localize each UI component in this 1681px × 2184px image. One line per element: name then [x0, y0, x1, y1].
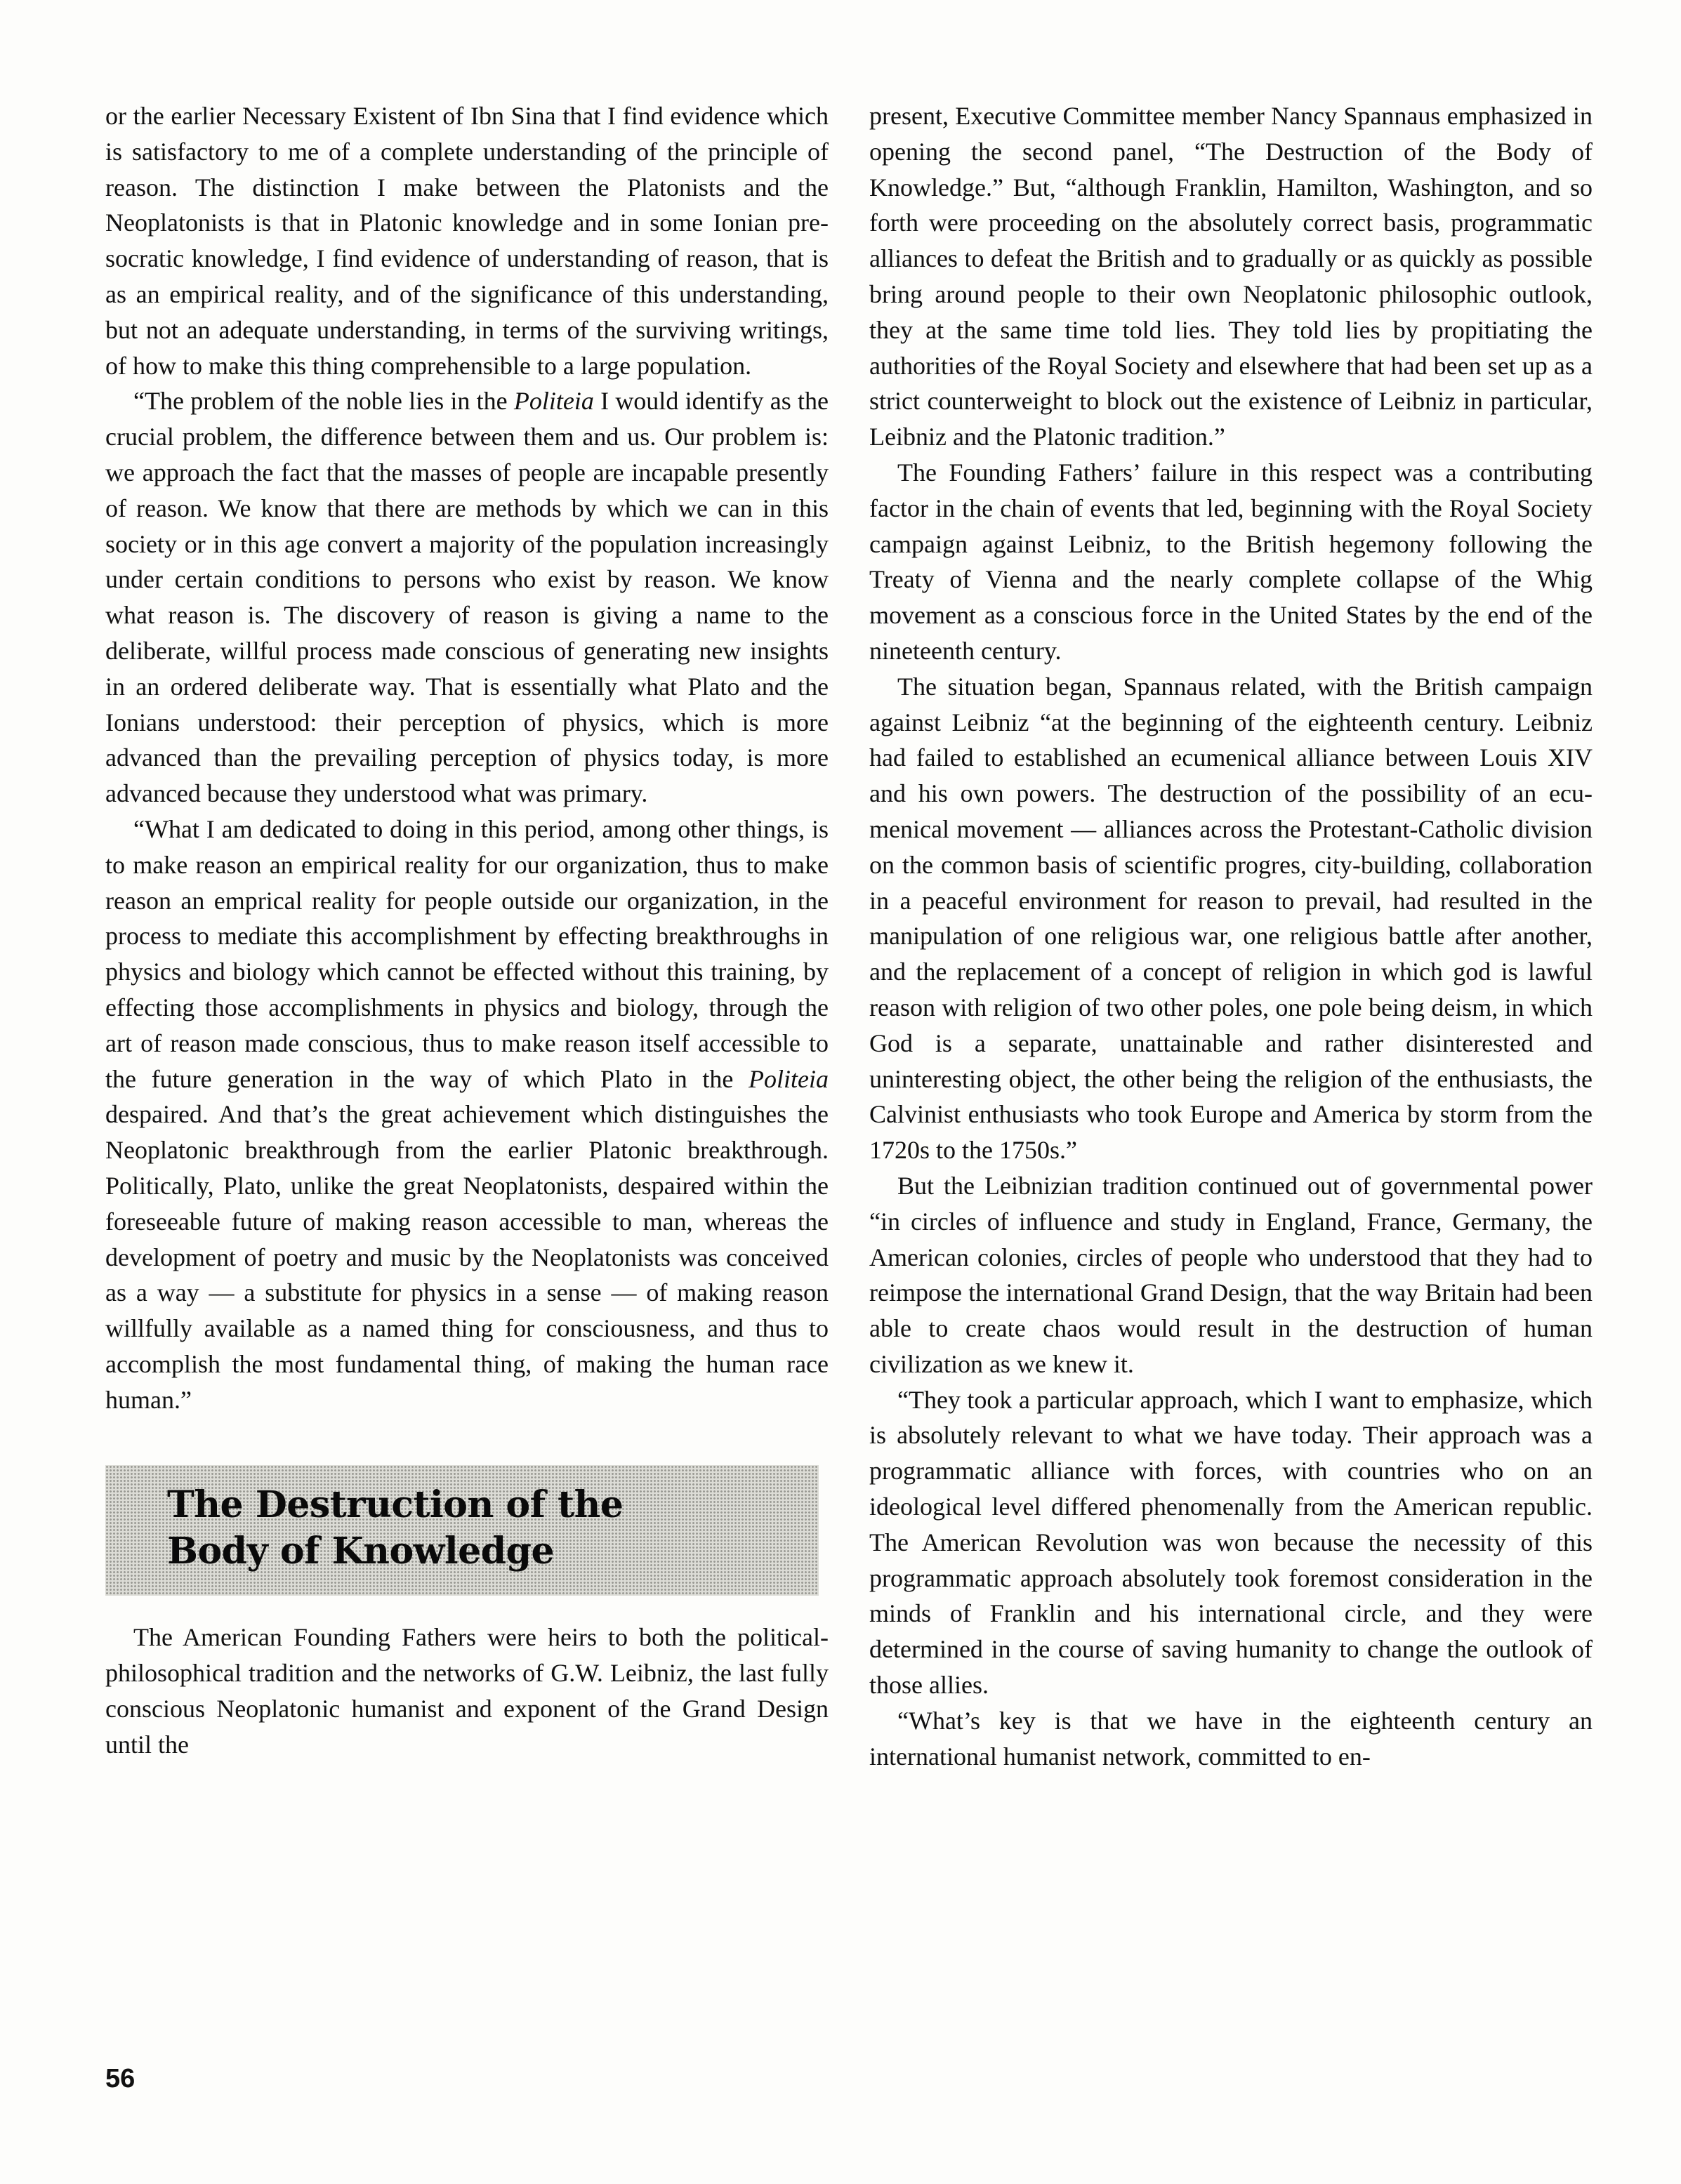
paragraph	[105, 812, 829, 1418]
left-column	[105, 98, 829, 1763]
paragraph: The American Founding Fathers were heirs to both the political-philosophical tradition and the networks of G.W. Leibniz, the last fully conscious Neoplatonic humanist and exponent of the Grand Design until the	[105, 1623, 829, 1759]
paragraph-text: “What I am dedicated to doing in this period, among other things, is to make reason an empirical reality for our organization, thus to make reason an emprical reality for people outside our organization, in the process to mediate this accomplishment by effecting breakthroughs in physics and biology which cannot be effected without this training, by effecting those accomplishments in physics and biology, through the art of reason made conscious, thus to make reason itself accessible to the future generation in the way of which Plato in the	[105, 814, 829, 1093]
paragraph: But the Leibnizian tradition continued out of governmental power “in circles of influence and study in England, France, Germany, the American colonies, circles of people who understood that they had to reimpose the international Grand Design, that the way Britain had been able to create chaos would result in the destruction of human civilization as we knew it.	[869, 1171, 1593, 1378]
paragraph: or the earlier Necessary Existent of Ibn Sina that I find evidence which is satisfactory to me of a complete understanding of the principle of reason. The distinction I make between the Platonists and the Neoplatonists is that in Platonic knowledge and in some Ionian presocratic knowledge, I find evidence of understanding of reason, that is as an empirical reality, and of the significance of this understanding, but not an adequate understanding, in terms of the surviving writings, of how to make this thing comprehensible to a large population.	[105, 102, 829, 380]
right-column	[869, 98, 1593, 1774]
paragraph: The Founding Fathers’ failure in this respect was a contributing factor in the chain of events that led, beginning with the Royal Society campaign against Leibniz, to the British hegemony following the Treaty of Vienna and the nearly complete collapse of the Whig movement as a conscious force in the United States by the end of the nineteenth century.	[869, 458, 1593, 665]
section-heading	[167, 1482, 623, 1575]
section-heading-line: The Destruction of the	[167, 1483, 624, 1527]
paragraph-text: I would identify as the crucial problem, the difference between them and us. Our problem is: we approach the fact that the masses of people are incapable presently of reason. We know that there are methods by which we can in this society or in this age convert a majority of the population increasingly under certain conditions to persons who exist by reason. We know what reason is. The discovery of reason is giving a name to the deliberate, willful process made conscious of generating new insights in an ordered deliberate way. That is essentially what Plato and the Ionians understood: their perception of physics, which is more advanced than the prevailing perception of physics today, is more advanced because they understood what was primary.	[105, 387, 829, 808]
italic-title: Politeia	[749, 1064, 829, 1093]
paragraph-text: despaired. And that’s the great achievement which distinguishes the Neoplatonic breakthrough from the earlier Platonic breakthrough. Politically, Plato, unlike the great Neoplatonists, despaired within the foreseeable future of making reason accessible to man, whereas the development of poetry and music by the Neoplatonists was conceived as a way — a substitute for physics in a sense — of making reason willfully available as a named thing for consciousness, and thus to accomplish the most fundamental thing, of making the human race human.”	[105, 1100, 829, 1414]
section-heading-box	[105, 1465, 819, 1596]
page-number: 56	[105, 2064, 136, 2093]
paragraph: “What’s key is that we have in the eighteenth century an international humanist network, committed to en-	[869, 1706, 1593, 1771]
paragraph-text: “The problem of the noble lies in the	[133, 387, 514, 416]
section-heading-line: Body of Knowledge	[167, 1530, 555, 1573]
paragraph: “They took a particular approach, which I want to emphasize, which is absolutely relevant to what we have today. Their approach was a programmatic alliance with forces, with countries who on an ideological level differed phenomenally from the American republic. The American Revolution was won because the necessity of this programmatic approach absolutely took foremost consideration in the minds of Franklin and his international circle, and they were determined in the course of saving humanity to change the outlook of those allies.	[869, 1385, 1593, 1700]
paragraph: The situation began, Spannaus related, with the British campaign against Leibniz “at the beginning of the eighteenth century. Leibniz had failed to established an ecumenical alliance between Louis XIV and his own powers. The destruction of the possibility of an ecumenical movement — alliances across the Protestant-Catholic division on the common basis of scientific progres, city-building, collaboration in a peaceful environment for reason to prevail, had resulted in the manipulation of one religious war, one religious battle after another, and the replacement of a concept of religion in which god is lawful reason with religion of two other poles, one pole being deism, in which God is a separate, unattainable and rather disinterested and uninteresting object, the other being the religion of the enthusiasts, the Calvinist enthusiasts who took Europe and America by storm from the 1720s to the 1750s.”	[869, 672, 1593, 1165]
paragraph: present, Executive Committee member Nancy Spannaus emphasized in opening the second panel, “The Destruction of the Body of Knowledge.” But, “although Franklin, Hamilton, Washington, and so forth were proceeding on the absolutely correct basis, programmatic alliances to defeat the British and to gradually or as quickly as possible bring around people to their own Neoplatonic philosophic outlook, they at the same time told lies. They told lies by propitiating the authorities of the Royal Society and elsewhere that had been set up as a strict counterweight to block out the existence of Leibniz in particular, Leibniz and the Platonic tradition.”	[869, 102, 1593, 451]
italic-title: Politeia	[513, 387, 594, 416]
paragraph	[105, 383, 829, 812]
